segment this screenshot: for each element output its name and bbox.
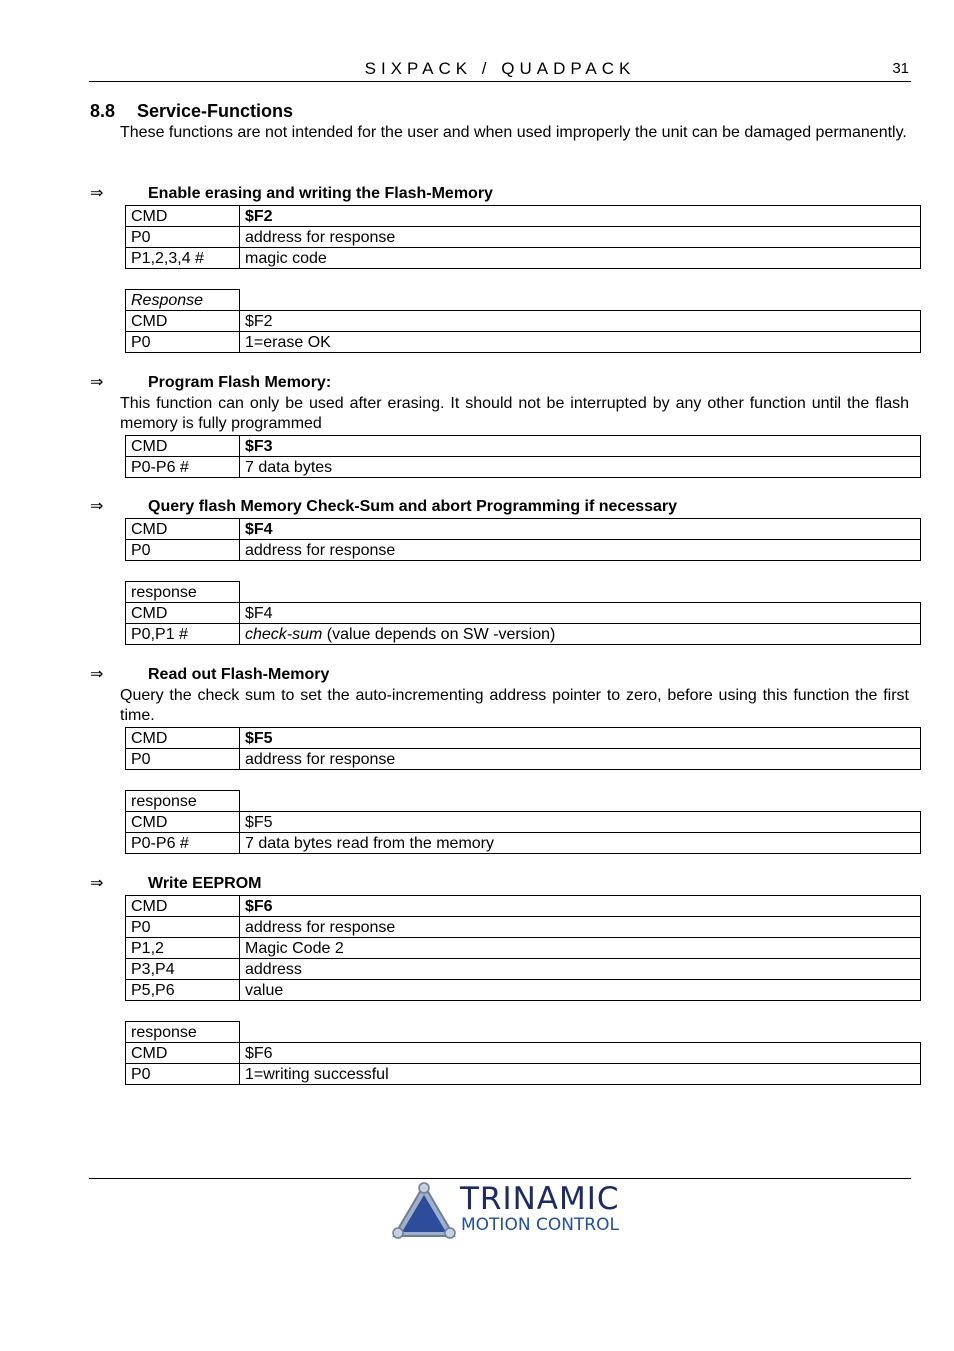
value-cell: address for response [240, 227, 921, 248]
param-cell: P0-P6 # [126, 457, 240, 478]
trinamic-triangle-icon [390, 1181, 458, 1241]
param-cell: CMD [126, 1043, 240, 1064]
value-cell: $F2 [240, 311, 921, 332]
table-row [126, 728, 921, 749]
param-cell: P5,P6 [126, 980, 240, 1001]
value-cell: address [240, 959, 921, 980]
table-row [126, 603, 921, 624]
command-table-f5 [125, 727, 921, 770]
param-cell: P1,2,3,4 # [126, 248, 240, 269]
value-cell: $F5 [240, 728, 921, 749]
function-title: Enable erasing and writing the Flash-Memory [148, 185, 493, 202]
section-intro: These functions are not intended for the user and when used improperly the unit can be damaged permanently. [120, 124, 907, 141]
value-cell: $F3 [240, 436, 921, 457]
table-row [126, 311, 921, 332]
param-cell: CMD [126, 728, 240, 749]
table-row [126, 917, 921, 938]
table-row [126, 519, 921, 540]
command-table-f3 [125, 435, 921, 478]
table-row [126, 959, 921, 980]
table-row [126, 896, 921, 917]
value-cell: address for response [240, 749, 921, 770]
value-cell: $F4 [240, 519, 921, 540]
table-row [126, 980, 921, 1001]
value-cell: magic code [240, 248, 921, 269]
value-cell: address for response [240, 917, 921, 938]
checksum-term: check-sum [245, 625, 323, 643]
table-row [126, 227, 921, 248]
function-title: Query flash Memory Check-Sum and abort Programming if necessary [148, 498, 678, 515]
value-cell: Magic Code 2 [240, 938, 921, 959]
value-cell: 7 data bytes [240, 457, 921, 478]
company-logo [390, 1181, 620, 1243]
response-label: response [126, 582, 240, 603]
param-cell: CMD [126, 206, 240, 227]
table-row [126, 457, 921, 478]
param-cell: CMD [126, 603, 240, 624]
value-cell: value [240, 980, 921, 1001]
function-title: Write EEPROM [148, 875, 262, 892]
arrow-icon: ⇒ [90, 875, 104, 892]
param-cell: P1,2 [126, 938, 240, 959]
value-cell: $F6 [240, 896, 921, 917]
value-cell: address for response [240, 540, 921, 561]
param-cell: CMD [126, 519, 240, 540]
page-number: 31 [892, 60, 909, 77]
response-label: response [126, 1022, 240, 1043]
table-row [126, 332, 921, 353]
response-table-f2 [125, 289, 921, 353]
table-row [126, 248, 921, 269]
param-cell: P0,P1 # [126, 624, 240, 645]
response-label: Response [126, 290, 240, 311]
checksum-note: (value depends on SW -version) [322, 625, 556, 643]
table-row [126, 540, 921, 561]
command-table-f2 [125, 205, 921, 269]
param-cell: P0 [126, 1064, 240, 1085]
value-cell [240, 624, 921, 645]
section-heading [90, 101, 293, 122]
command-table-f6 [125, 895, 921, 1001]
param-cell: CMD [126, 896, 240, 917]
arrow-icon: ⇒ [90, 666, 104, 683]
response-table-f5 [125, 790, 921, 854]
param-cell: P0 [126, 332, 240, 353]
param-cell: P0 [126, 917, 240, 938]
value-cell: 7 data bytes read from the memory [240, 833, 921, 854]
table-row [126, 749, 921, 770]
param-cell: CMD [126, 311, 240, 332]
param-cell: P0 [126, 540, 240, 561]
response-table-f6 [125, 1021, 921, 1085]
table-row [126, 582, 921, 603]
param-cell: P0-P6 # [126, 833, 240, 854]
logo-brand: TRINAMIC [460, 1181, 620, 1217]
arrow-icon: ⇒ [90, 498, 104, 515]
function-title: Read out Flash-Memory [148, 666, 330, 683]
param-cell: CMD [126, 812, 240, 833]
param-cell: P0 [126, 749, 240, 770]
footer-rule [89, 1178, 911, 1179]
arrow-icon: ⇒ [90, 374, 104, 391]
function-description: This function can only be used after erasing. It should not be interrupted by any other function until the flash memory is fully programmed [120, 395, 909, 432]
table-row [126, 1043, 921, 1064]
value-cell: $F2 [240, 206, 921, 227]
table-row [126, 1022, 921, 1043]
header-title: SIXPACK / QUADPACK [364, 59, 636, 78]
table-row [126, 1064, 921, 1085]
table-row [126, 812, 921, 833]
section-title: Service-Functions [137, 101, 294, 121]
param-cell: CMD [126, 436, 240, 457]
param-cell: P0 [126, 227, 240, 248]
value-cell: 1=erase OK [240, 332, 921, 353]
function-description: Query the check sum to set the auto-incrementing address pointer to zero, before using this function the first time. [120, 687, 909, 724]
param-cell: P3,P4 [126, 959, 240, 980]
command-table-f4 [125, 518, 921, 561]
table-row [126, 791, 921, 812]
table-row [126, 624, 921, 645]
value-cell: 1=writing successful [240, 1064, 921, 1085]
table-row [126, 938, 921, 959]
value-cell: $F4 [240, 603, 921, 624]
table-row [126, 436, 921, 457]
function-title: Program Flash Memory: [148, 374, 332, 391]
page-header [89, 57, 911, 82]
logo-subtitle: MOTION CONTROL [461, 1215, 619, 1235]
arrow-icon: ⇒ [90, 185, 104, 202]
section-number: 8.8 [90, 101, 116, 121]
value-cell: $F6 [240, 1043, 921, 1064]
table-row [126, 833, 921, 854]
value-cell: $F5 [240, 812, 921, 833]
response-table-f4 [125, 581, 921, 645]
response-label: response [126, 791, 240, 812]
table-row [126, 206, 921, 227]
table-row [126, 290, 921, 311]
